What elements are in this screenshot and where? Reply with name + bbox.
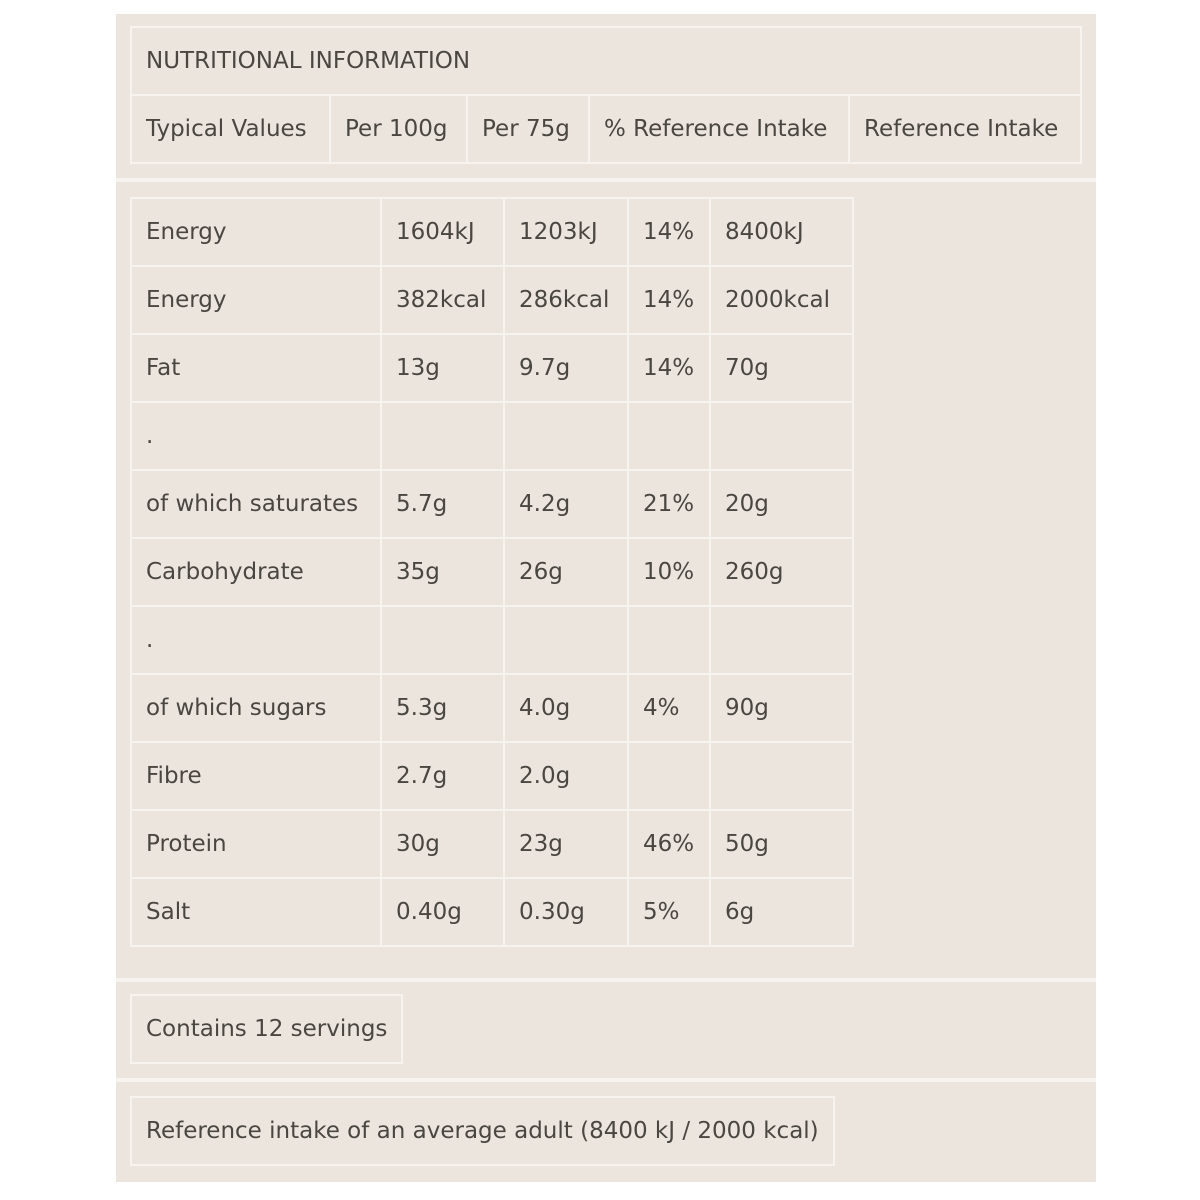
- nutrient-value-cell: 23g: [504, 810, 628, 878]
- nutrient-value-cell: 14%: [628, 198, 710, 266]
- nutrient-value-cell: 13g: [381, 334, 504, 402]
- nutrient-value-cell: 5.3g: [381, 674, 504, 742]
- column-header-percent-ri: % Reference Intake: [589, 95, 849, 163]
- nutrient-value-cell: 9.7g: [504, 334, 628, 402]
- table-row: [131, 266, 853, 334]
- nutrient-name-cell: Salt: [131, 878, 381, 946]
- servings-box: [130, 994, 403, 1064]
- column-header-reference-intake: Reference Intake: [849, 95, 1081, 163]
- servings-text: Contains 12 servings: [131, 995, 402, 1063]
- nutrient-value-cell: 0.40g: [381, 878, 504, 946]
- nutrient-value-cell: 382kcal: [381, 266, 504, 334]
- nutrient-value-cell: 5%: [628, 878, 710, 946]
- nutrient-value-cell: [710, 606, 853, 674]
- table-row: [131, 470, 853, 538]
- nutrient-value-cell: 14%: [628, 334, 710, 402]
- table-row: [131, 674, 853, 742]
- nutrient-value-cell: 46%: [628, 810, 710, 878]
- nutrition-values-table: [130, 197, 854, 947]
- column-header-per-100g: Per 100g: [330, 95, 467, 163]
- table-row: [131, 878, 853, 946]
- table-row: [131, 198, 853, 266]
- section-divider: [116, 1078, 1096, 1082]
- nutrient-value-cell: [504, 402, 628, 470]
- nutrient-value-cell: 8400kJ: [710, 198, 853, 266]
- nutrient-name-cell: Protein: [131, 810, 381, 878]
- nutrient-value-cell: 4.2g: [504, 470, 628, 538]
- nutrient-value-cell: 90g: [710, 674, 853, 742]
- nutrient-value-cell: 20g: [710, 470, 853, 538]
- nutrient-value-cell: 0.30g: [504, 878, 628, 946]
- nutrient-value-cell: 30g: [381, 810, 504, 878]
- nutrient-value-cell: 21%: [628, 470, 710, 538]
- nutrient-value-cell: 35g: [381, 538, 504, 606]
- nutrient-value-cell: 70g: [710, 334, 853, 402]
- nutrient-value-cell: 10%: [628, 538, 710, 606]
- nutrient-name-cell: of which saturates: [131, 470, 381, 538]
- nutrient-value-cell: 2.0g: [504, 742, 628, 810]
- nutrient-value-cell: 2000kcal: [710, 266, 853, 334]
- nutrient-value-cell: 286kcal: [504, 266, 628, 334]
- nutrient-value-cell: 6g: [710, 878, 853, 946]
- nutrient-value-cell: [504, 606, 628, 674]
- column-header-typical-values: Typical Values: [131, 95, 330, 163]
- table-row: [131, 538, 853, 606]
- nutrient-name-cell: .: [131, 606, 381, 674]
- nutrient-value-cell: 260g: [710, 538, 853, 606]
- reference-note-box: [130, 1096, 835, 1166]
- nutrient-name-cell: Energy: [131, 198, 381, 266]
- nutrient-name-cell: Fibre: [131, 742, 381, 810]
- nutrient-value-cell: [710, 742, 853, 810]
- nutrient-value-cell: [381, 606, 504, 674]
- table-row: [131, 810, 853, 878]
- section-divider: [116, 178, 1096, 182]
- nutrient-value-cell: 4.0g: [504, 674, 628, 742]
- nutrient-value-cell: [381, 402, 504, 470]
- nutrient-value-cell: 5.7g: [381, 470, 504, 538]
- nutrient-value-cell: 2.7g: [381, 742, 504, 810]
- nutrient-value-cell: 50g: [710, 810, 853, 878]
- nutrient-value-cell: 26g: [504, 538, 628, 606]
- nutrient-name-cell: of which sugars: [131, 674, 381, 742]
- section-divider: [116, 978, 1096, 982]
- nutrient-value-cell: [628, 606, 710, 674]
- nutrition-header-table: [130, 26, 1082, 164]
- table-title: NUTRITIONAL INFORMATION: [131, 27, 1081, 95]
- nutrient-value-cell: 1604kJ: [381, 198, 504, 266]
- nutrient-value-cell: 4%: [628, 674, 710, 742]
- nutrient-name-cell: Energy: [131, 266, 381, 334]
- table-row: [131, 742, 853, 810]
- nutrient-value-cell: 1203kJ: [504, 198, 628, 266]
- nutrient-value-cell: [628, 742, 710, 810]
- nutrient-value-cell: 14%: [628, 266, 710, 334]
- nutrient-name-cell: Fat: [131, 334, 381, 402]
- table-row: [131, 402, 853, 470]
- table-row: [131, 334, 853, 402]
- nutrient-value-cell: [710, 402, 853, 470]
- reference-note-text: Reference intake of an average adult (8400 kJ / 2000 kcal): [131, 1097, 834, 1165]
- table-row: [131, 606, 853, 674]
- nutrient-name-cell: Carbohydrate: [131, 538, 381, 606]
- nutrient-value-cell: [628, 402, 710, 470]
- column-header-per-75g: Per 75g: [467, 95, 589, 163]
- nutrient-name-cell: .: [131, 402, 381, 470]
